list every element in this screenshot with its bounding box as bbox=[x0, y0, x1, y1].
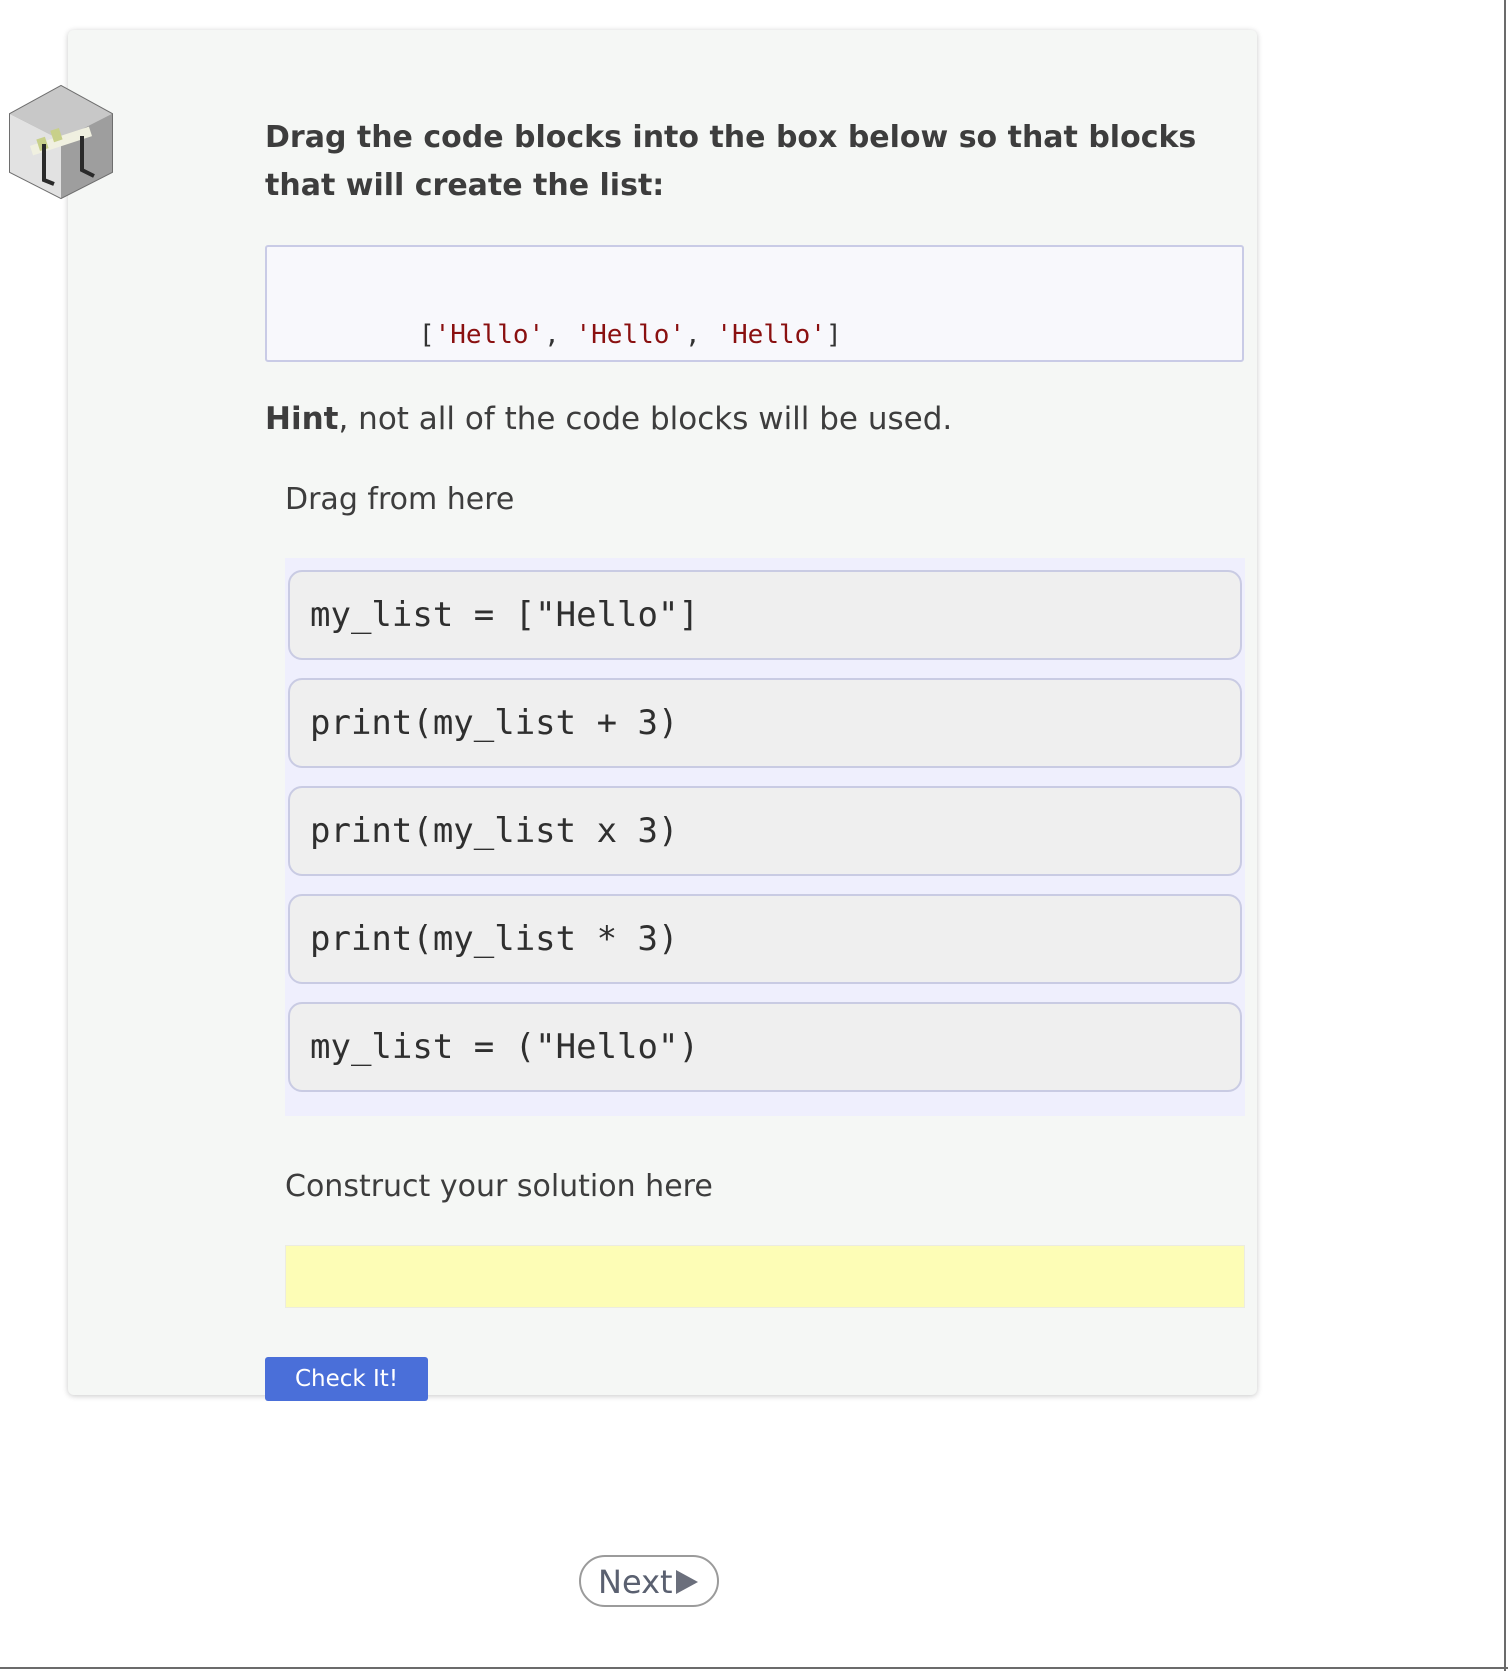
code-block-text: print(my_list * 3) bbox=[310, 919, 679, 959]
next-button[interactable] bbox=[579, 1555, 719, 1607]
code-block-text: my_list = ["Hello"] bbox=[310, 595, 699, 635]
target-token: , bbox=[544, 320, 576, 350]
target-token-string: 'Hello' bbox=[575, 320, 686, 350]
source-blocks-area[interactable] bbox=[285, 558, 1245, 1116]
parsons-puzzle-logo-icon bbox=[8, 84, 114, 200]
hint-body: , not all of the code blocks will be used. bbox=[338, 401, 953, 437]
exercise-card bbox=[68, 30, 1257, 1395]
target-token-string: 'Hello' bbox=[434, 320, 545, 350]
target-token: [ bbox=[418, 320, 435, 350]
code-block[interactable] bbox=[288, 1002, 1242, 1092]
solution-drop-area[interactable] bbox=[285, 1245, 1245, 1308]
code-block-text: my_list = ("Hello") bbox=[310, 1027, 699, 1067]
question-prompt: Drag the code blocks into the box below so that blocks that will create the list: bbox=[265, 120, 1197, 203]
target-token-string: 'Hello' bbox=[716, 320, 826, 350]
code-block[interactable] bbox=[288, 786, 1242, 876]
source-area-label: Drag from here bbox=[285, 482, 515, 517]
window-bottom-border bbox=[0, 1667, 1508, 1669]
target-output-code bbox=[325, 287, 842, 383]
solution-area-label: Construct your solution here bbox=[285, 1169, 713, 1204]
hint-text bbox=[265, 398, 952, 440]
window-right-border bbox=[1504, 0, 1506, 1671]
check-it-button[interactable]: Check It! bbox=[265, 1357, 428, 1401]
code-block[interactable] bbox=[288, 570, 1242, 660]
play-triangle-icon bbox=[676, 1570, 698, 1594]
hint-label: Hint bbox=[265, 401, 339, 437]
target-token: , bbox=[685, 320, 717, 350]
next-label: Next bbox=[598, 1563, 673, 1601]
code-block-text: print(my_list + 3) bbox=[310, 703, 679, 743]
target-output-box bbox=[265, 245, 1244, 362]
code-block[interactable] bbox=[288, 678, 1242, 768]
target-token: ] bbox=[825, 320, 842, 350]
code-block[interactable] bbox=[288, 894, 1242, 984]
code-block-text: print(my_list x 3) bbox=[310, 811, 679, 851]
